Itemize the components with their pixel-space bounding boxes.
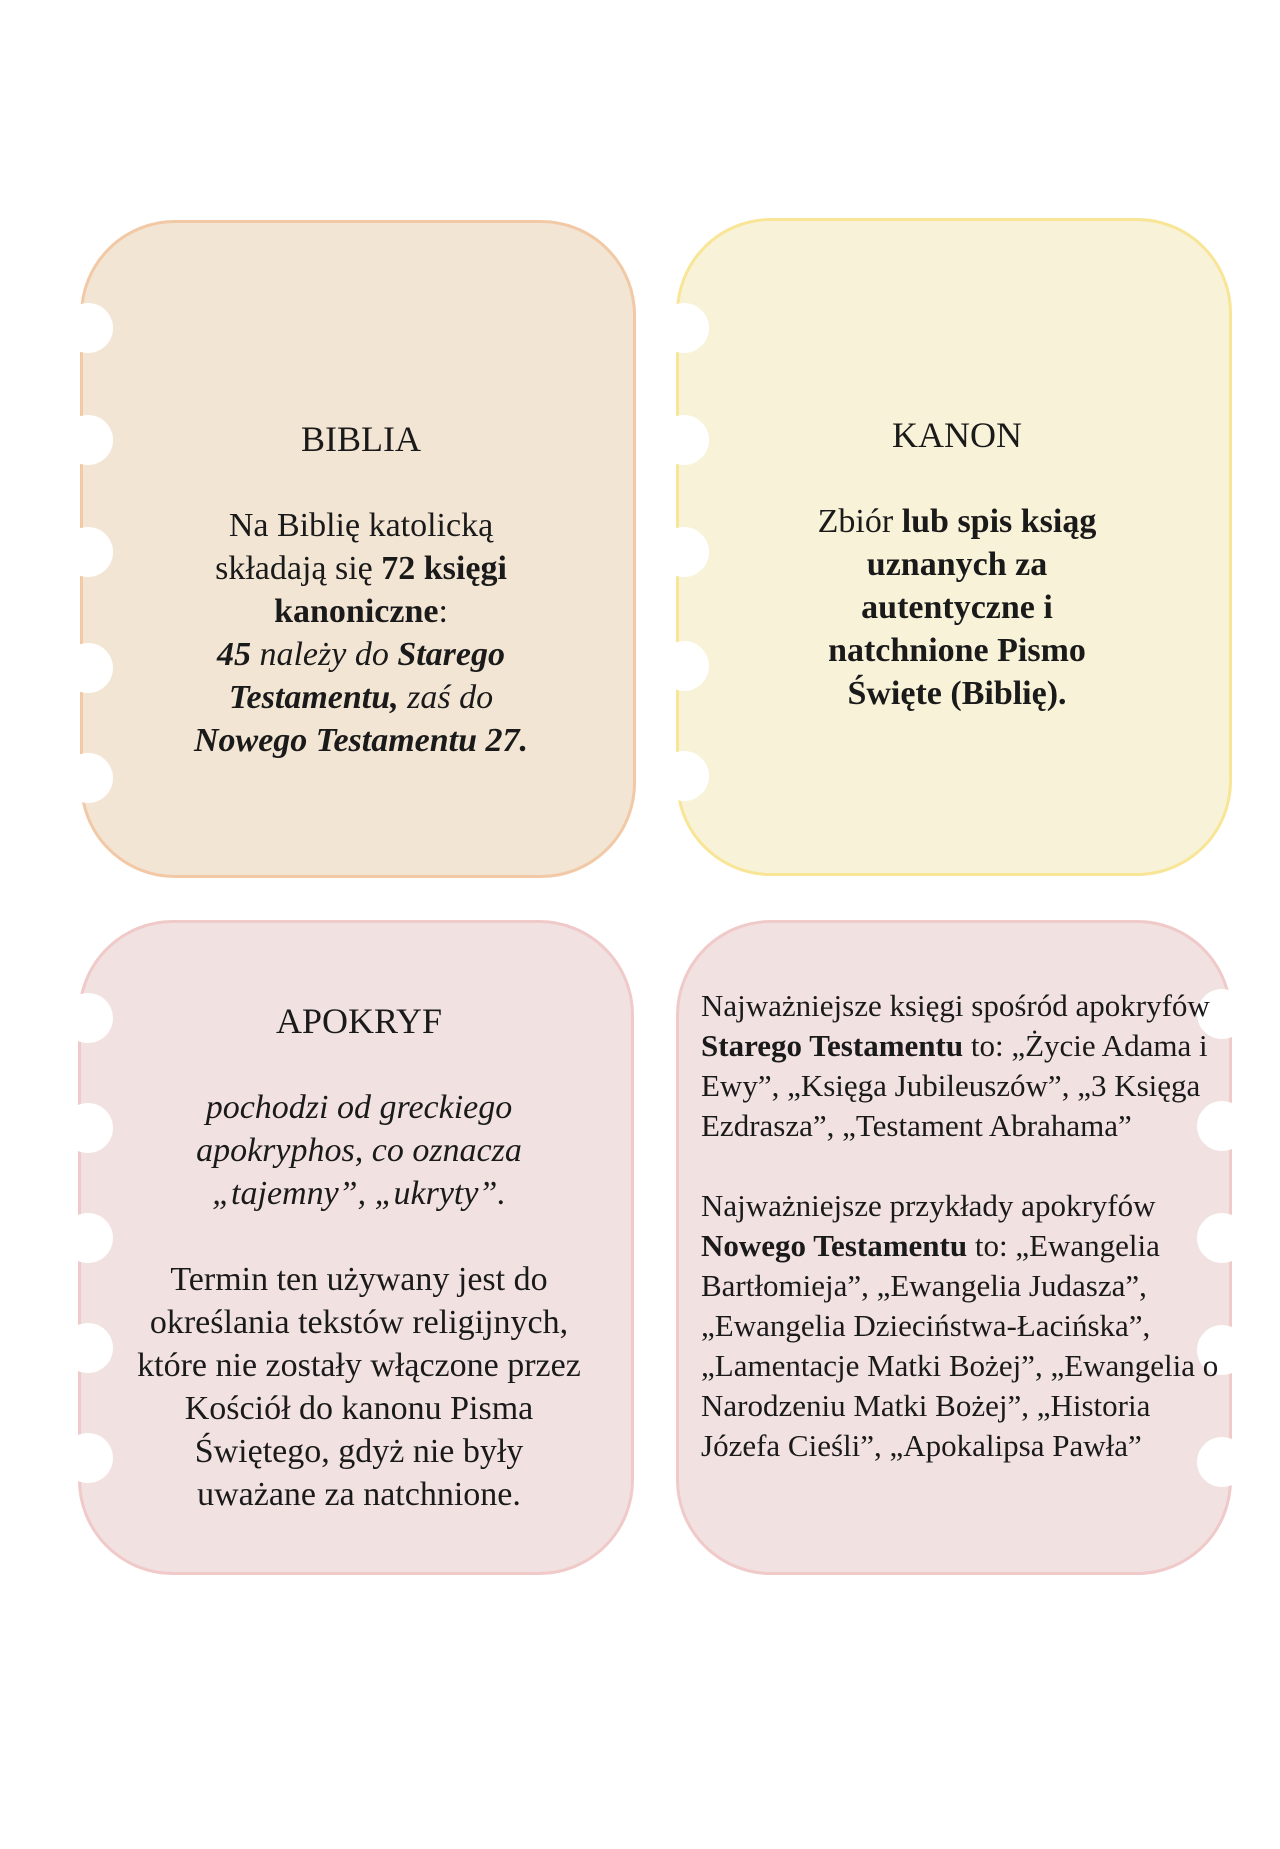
- binder-slot: [79, 322, 103, 334]
- biblia-content: [183, 417, 539, 762]
- binder-slot: [675, 770, 699, 782]
- binder-slot: [79, 662, 103, 674]
- binder-slot: [77, 1122, 99, 1134]
- binder-slot: [79, 434, 103, 446]
- binder-slot: [79, 546, 103, 558]
- binder-slot: [675, 660, 699, 672]
- card-apokryf: [78, 920, 634, 1575]
- binder-slot: [77, 1012, 99, 1024]
- card-title: KANON: [892, 415, 1022, 455]
- binder-slot: [77, 1232, 99, 1244]
- examples-content: [701, 986, 1221, 1466]
- binder-slot: [675, 434, 699, 446]
- biblia-text: Na Biblię katolicką składają się 72 księgi kanoniczne:: [215, 507, 507, 630]
- card-apokryf-examples: [676, 920, 1232, 1575]
- apokryf-definition: Termin ten używany jest do określania tekstów religijnych, które nie zostały włączone przez Kościół do kanonu Pisma Świętego, gdyż nie były uważane za natchnione.: [137, 1261, 581, 1513]
- apokryf-etymology: pochodzi od greckiego apokryphos, co oznacza „tajemny”, „ukryty”.: [196, 1089, 522, 1212]
- binder-slot: [79, 772, 103, 784]
- card-kanon: [676, 218, 1232, 876]
- biblia-split: 45 należy do Starego Testamentu, zaś do Nowego Testamentu 27.: [193, 636, 529, 759]
- kanon-text: Zbiór lub spis ksiąg uznanych za autentyczne i natchnione Pismo Święte (Biblię).: [817, 503, 1097, 712]
- apokryf-content: [131, 999, 587, 1516]
- ot-apocrypha: Najważniejsze księgi spośród apokryfów Starego Testamentu to: „Życie Adama i Ewy”, „Księga Jubileuszów”, „3 Księga Ezdrasza”, „Testament Abrahama”: [701, 988, 1210, 1143]
- card-biblia: [80, 220, 636, 878]
- binder-slot: [675, 546, 699, 558]
- binder-slot: [77, 1342, 99, 1354]
- nt-apocrypha: Najważniejsze przykłady apokryfów Nowego Testamentu to: „Ewangelia Bartłomieja”, „Ewangelia Judasza”, „Ewangelia Dzieciństwa-Łacińska”, „Lamentacje Matki Bożej”, „Ewangelia o Narodzeniu Matki Bożej”, „Historia Józefa Cieśli”, „Apokalipsa Pawła”: [701, 1188, 1219, 1463]
- binder-slot: [675, 322, 699, 334]
- card-title: BIBLIA: [301, 419, 421, 459]
- binder-slot: [77, 1452, 99, 1464]
- card-title: APOKRYF: [275, 1001, 443, 1041]
- kanon-content: [779, 413, 1135, 715]
